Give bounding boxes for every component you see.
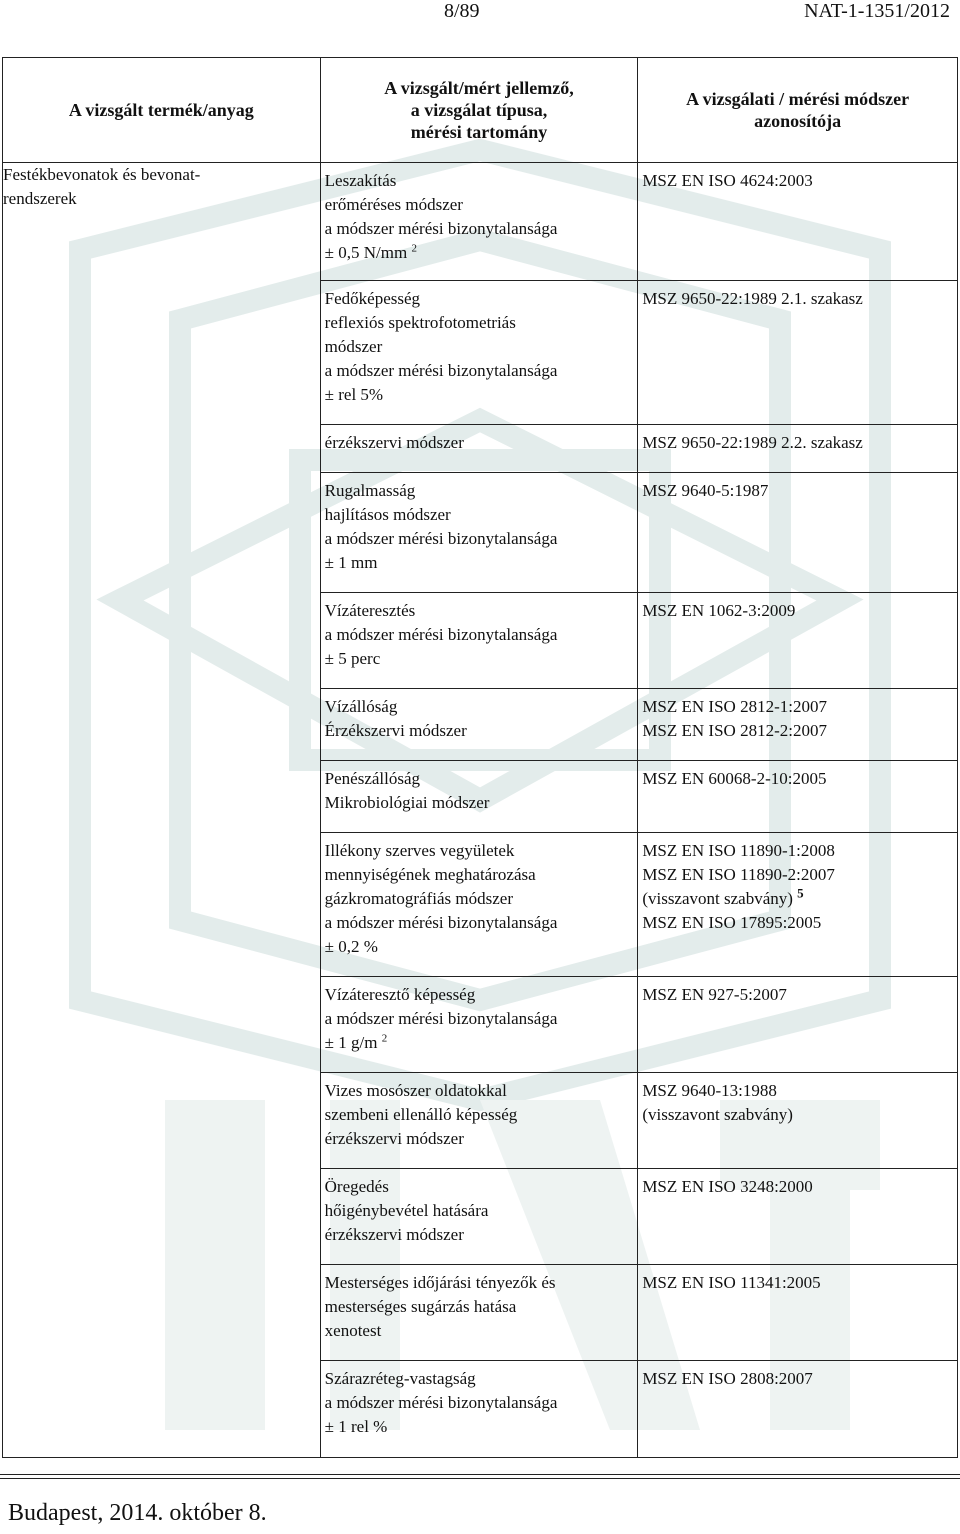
property-entry	[321, 689, 638, 761]
method-entry	[638, 281, 957, 425]
property-line: Rugalmasság	[324, 481, 416, 500]
property-line: Vizes mosószer oldatokkal	[324, 1081, 507, 1100]
property-line: Öregedés	[324, 1177, 389, 1196]
method-entry	[638, 1265, 957, 1361]
property-entry	[321, 593, 638, 689]
property-line: érzékszervi módszer	[324, 1129, 464, 1148]
method-line: MSZ EN ISO 2808:2007	[642, 1369, 813, 1388]
property-line: Mesterséges időjárási tényezők és	[324, 1273, 556, 1292]
property-entry	[321, 977, 638, 1073]
column-header-method: A vizsgálati / mérési módszer azonosítója	[638, 58, 958, 163]
unit-superscript: 2	[381, 1032, 388, 1045]
method-line: MSZ EN ISO 11890-2:2007	[642, 865, 835, 884]
property-line: ± 1 g/m $^2$	[324, 1032, 388, 1052]
property-line: Vízállóság	[324, 697, 398, 716]
property-entry	[321, 163, 638, 281]
method-entry	[638, 163, 957, 281]
property-line: Érzékszervi módszer	[324, 721, 467, 740]
property-line: a módszer mérési bizonytalansága	[324, 1393, 558, 1412]
product-cell: Festékbevonatok és bevonat- rendszerek	[3, 163, 321, 1458]
method-line: MSZ EN ISO 17895:2005	[642, 913, 822, 932]
property-line: a módszer mérési bizonytalansága	[324, 219, 558, 238]
property-entry	[321, 1169, 638, 1265]
property-line: ± 1 rel %	[324, 1417, 388, 1436]
property-entry	[321, 473, 638, 593]
method-entry	[638, 473, 957, 593]
column-header-product: A vizsgált termék/anyag	[3, 58, 321, 163]
property-line: hajlításos módszer	[324, 505, 451, 524]
method-line: MSZ EN 927-5:2007	[642, 985, 787, 1004]
footer-date: Budapest, 2014. október 8.	[8, 1500, 267, 1526]
method-line: MSZ 9650-22:1989 2.1. szakasz	[642, 289, 863, 308]
page-number: 8/89	[444, 0, 480, 22]
method-entry	[638, 425, 957, 473]
property-line: érzékszervi módszer	[324, 433, 464, 452]
property-entry	[321, 1361, 638, 1457]
method-line: MSZ EN 60068-2-10:2005	[642, 769, 827, 788]
property-line: szembeni ellenálló képesség	[324, 1105, 518, 1124]
method-entry	[638, 761, 957, 833]
property-entry	[321, 833, 638, 977]
method-line: MSZ EN ISO 11890-1:2008	[642, 841, 835, 860]
property-line: xenotest	[324, 1321, 382, 1340]
property-line: módszer	[324, 337, 383, 356]
method-line: MSZ EN ISO 2812-2:2007	[642, 721, 827, 740]
method-entry	[638, 1169, 957, 1265]
method-entry	[638, 977, 957, 1073]
footer-rule	[0, 1474, 960, 1475]
method-line: MSZ 9650-22:1989 2.2. szakasz	[642, 433, 863, 452]
property-entry	[321, 281, 638, 425]
property-line: ± 1 mm	[324, 553, 378, 572]
property-line: gázkromatográfiás módszer	[324, 889, 513, 908]
property-line: reflexiós spektrofotometriás	[324, 313, 516, 332]
method-line: MSZ 9640-5:1987	[642, 481, 769, 500]
property-line: a módszer mérési bizonytalansága	[324, 361, 558, 380]
property-line: mesterséges sugárzás hatása	[324, 1297, 517, 1316]
method-line: MSZ EN ISO 3248:2000	[642, 1177, 813, 1196]
unit-superscript: 2	[411, 242, 417, 255]
method-line: MSZ EN ISO 4624:2003	[642, 171, 813, 190]
property-entry	[321, 1265, 638, 1361]
method-line: MSZ EN ISO 11341:2005	[642, 1273, 821, 1292]
property-line: ± 5 perc	[324, 649, 381, 668]
method-line: MSZ EN 1062-3:2009	[642, 601, 796, 620]
property-line: a módszer mérési bizonytalansága	[324, 913, 558, 932]
method-entry	[638, 689, 957, 761]
method-line: MSZ EN ISO 2812-1:2007	[642, 697, 827, 716]
column-header-property: A vizsgált/mért jellemző, a vizsgálat típusa, mérési tartomány	[320, 58, 638, 163]
property-line: hőigénybevétel hatására	[324, 1201, 489, 1220]
property-line: Szárazréteg-vastagság	[324, 1369, 476, 1388]
property-line: a módszer mérési bizonytalansága	[324, 625, 558, 644]
method-entry	[638, 593, 957, 689]
method-entry	[638, 1361, 957, 1457]
property-line: Penészállóság	[324, 769, 421, 788]
property-line: erőméréses módszer	[324, 195, 463, 214]
method-entry	[638, 833, 957, 977]
property-entry	[321, 425, 638, 473]
property-entry	[321, 1073, 638, 1169]
property-line: Vízáteresztő képesség	[324, 985, 476, 1004]
method-cell	[638, 163, 958, 1458]
property-line: mennyiségének meghatározása	[324, 865, 536, 884]
property-line: Vízáteresztés	[324, 601, 416, 620]
property-line: Fedőképesség	[324, 289, 421, 308]
property-line: a módszer mérési bizonytalansága	[324, 1009, 558, 1028]
footer-rule	[0, 1478, 960, 1479]
property-line: ± 0,5 N/mm $^2$	[324, 242, 417, 262]
method-entry	[638, 1073, 957, 1169]
property-entry	[321, 761, 638, 833]
method-line: (visszavont szabvány)	[642, 1105, 793, 1124]
accreditation-table	[2, 57, 958, 1458]
property-line: Mikrobiológiai módszer	[324, 793, 490, 812]
method-line: (visszavont szabvány) $^5$	[642, 885, 804, 908]
table-row	[3, 163, 958, 1458]
method-line: MSZ 9640-13:1988	[642, 1081, 777, 1100]
footnote-marker: 5	[797, 885, 804, 901]
property-line: ± rel 5%	[324, 385, 384, 404]
table-header-row	[3, 58, 958, 163]
property-cell	[320, 163, 638, 1458]
property-line: Leszakítás	[324, 171, 397, 190]
document-code: NAT-1-1351/2012	[804, 0, 950, 22]
property-line: a módszer mérési bizonytalansága	[324, 529, 558, 548]
property-line: Illékony szerves vegyületek	[324, 841, 515, 860]
property-line: érzékszervi módszer	[324, 1225, 464, 1244]
property-line: ± 0,2 %	[324, 937, 378, 956]
